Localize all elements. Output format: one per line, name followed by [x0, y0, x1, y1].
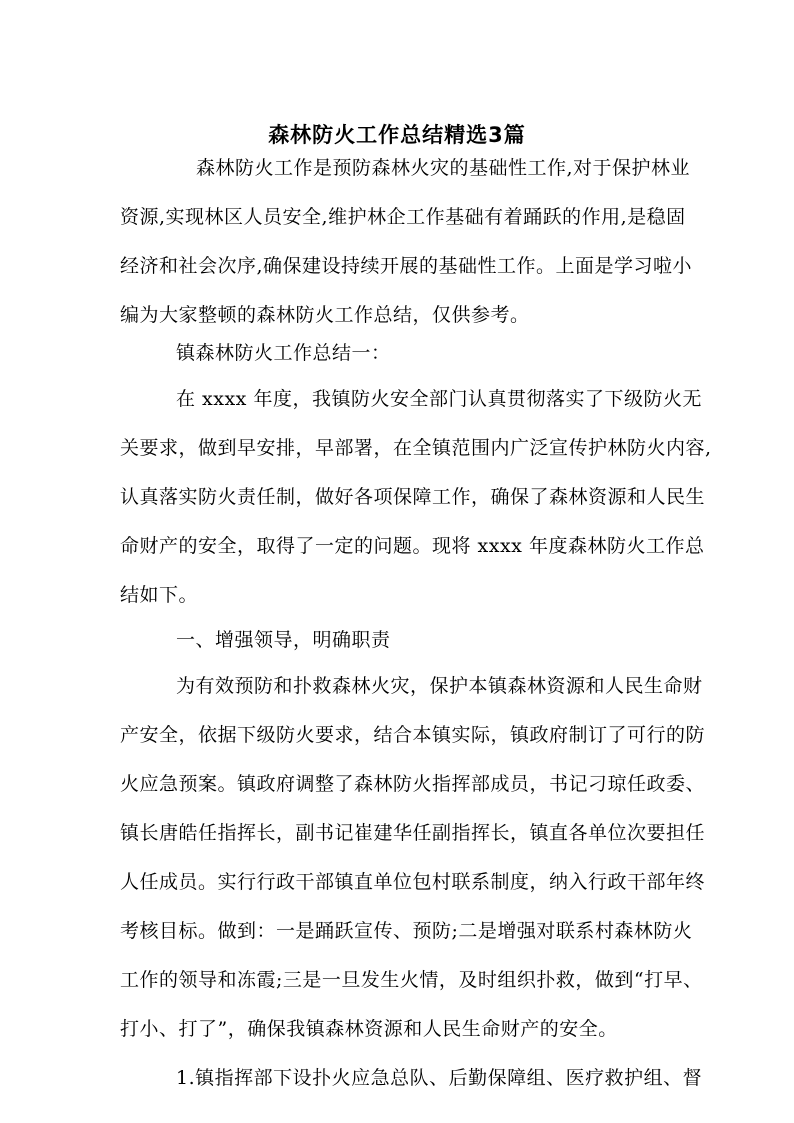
section-heading: 镇森林防火工作总结一： [176, 342, 391, 364]
paragraph-line: 1.镇指挥部下设扑火应急总队、后勤保障组、医疗救护组、督 [176, 1067, 703, 1089]
section-heading: 一、增强领导，明确职责 [176, 629, 391, 651]
paragraph-line: 为有效预防和扑救森林火灾，保护本镇森林资源和人民生命财 [176, 675, 703, 697]
paragraph-line: 资源,实现林区人员安全,维护林企工作基础有着踊跃的作用,是稳固 [120, 206, 686, 228]
paragraph-line: 产安全，依据下级防火要求，结合本镇实际，镇政府制订了可行的防 [120, 724, 706, 746]
paragraph-line: 工作的领导和冻霞;三是一旦发生火情，及时组织扑救，做到“打早、 [120, 969, 703, 991]
paragraph-line: 考核目标。做到：一是踊跃宣传、预防;二是增强对联系村森林防火 [120, 920, 693, 942]
paragraph-line: 打小、打了”，确保我镇森林资源和人民生命财产的安全。 [120, 1018, 618, 1040]
paragraph-line: 编为大家整顿的森林防火工作总结，仅供参考。 [120, 304, 530, 326]
paragraph-line: 人任成员。实行行政干部镇直单位包村联系制度，纳入行政干部年终 [120, 871, 706, 893]
paragraph-line: 经济和社会次序,确保建设持续开展的基础性工作。上面是学习啦小 [120, 255, 693, 277]
paragraph-line: 命财产的安全，取得了一定的问题。现将 xxxx 年度森林防火工作总 [120, 535, 705, 557]
paragraph-line: 火应急预案。镇政府调整了森林防火指挥部成员，书记刁琼任政委、 [120, 773, 706, 795]
paragraph-line: 镇长唐皓任指挥长，副书记崔建华任副指挥长，镇直各单位次要担任 [120, 822, 706, 844]
document-title: 森林防火工作总结精选3篇 [268, 123, 526, 147]
paragraph-line: 认真落实防火责任制，做好各项保障工作，确保了森林资源和人民生 [120, 486, 706, 508]
paragraph-line: 在 xxxx 年度，我镇防火安全部门认真贯彻落实了下级防火无 [176, 388, 702, 410]
paragraph-line: 结如下。 [120, 584, 199, 606]
paragraph-line: 关要求，做到早安排，早部署，在全镇范围内广泛宣传护林防火内容, [120, 437, 712, 459]
paragraph-line: 森林防火工作是预防森林火灾的基础性工作,对于保护林业 [196, 157, 691, 179]
